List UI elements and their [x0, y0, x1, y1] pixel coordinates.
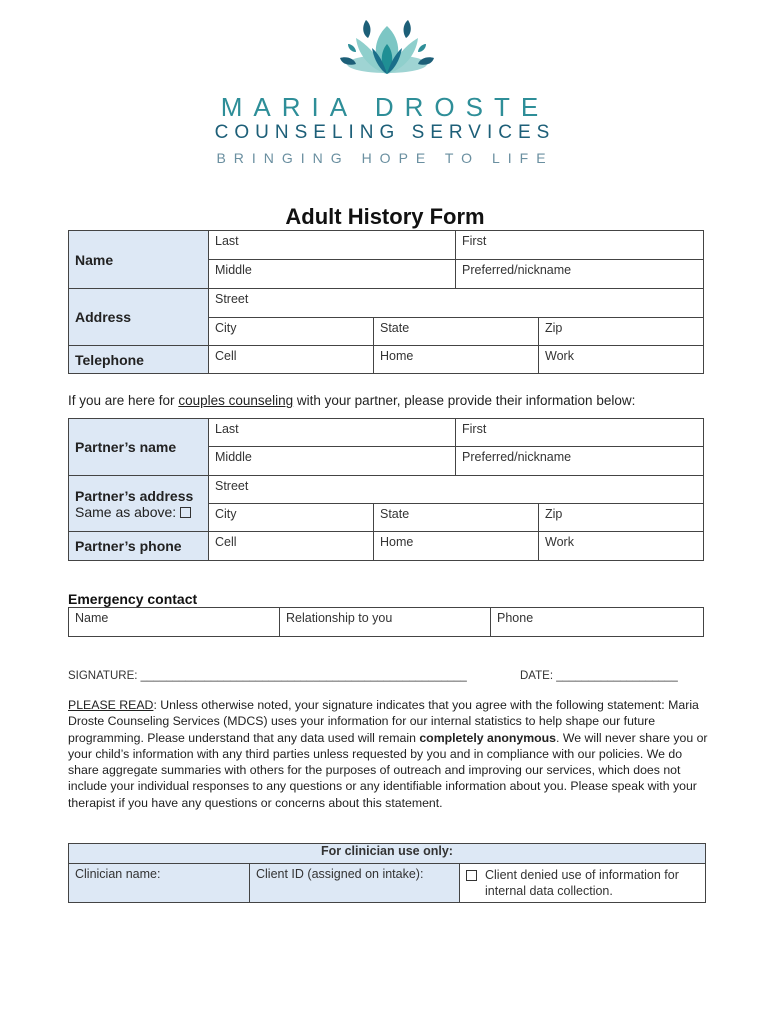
preferred-name-label: Preferred/nickname — [462, 263, 572, 277]
home-label: Home — [380, 349, 414, 363]
state-field[interactable] — [374, 318, 539, 346]
first-name-label: First — [462, 234, 487, 248]
partner-last-label: Last — [215, 422, 239, 436]
partner-last-name-field[interactable] — [209, 419, 456, 447]
signature-line[interactable]: SIGNATURE: ___________________________________________________ — [68, 670, 467, 682]
client-id-label: Client ID (assigned on intake): — [256, 867, 424, 881]
last-name-field[interactable] — [209, 231, 456, 260]
same-as-above — [75, 504, 202, 520]
partner-zip-label: Zip — [545, 507, 563, 521]
partner-work-field[interactable] — [539, 532, 704, 561]
partner-middle-name-field[interactable] — [209, 447, 456, 476]
client-denied-cell — [460, 864, 706, 903]
date-line[interactable]: DATE: ___________________ — [520, 670, 678, 682]
middle-name-field[interactable] — [209, 260, 456, 289]
partner-preferred-label: Preferred/nickname — [462, 450, 572, 464]
emergency-phone-label: Phone — [497, 611, 534, 625]
partner-first-label: First — [462, 422, 487, 436]
emergency-contact-table — [68, 607, 704, 637]
same-as-above-label: Same as above: — [75, 503, 177, 520]
same-as-above-checkbox[interactable] — [180, 507, 191, 518]
emergency-name-field[interactable] — [69, 608, 280, 637]
client-denied-label: Client denied use of information for internal data collection. — [485, 868, 679, 898]
street-field[interactable] — [209, 289, 704, 318]
telephone-label: Telephone — [69, 346, 209, 374]
partner-home-field[interactable] — [374, 532, 539, 561]
couples-note-after: with your partner, please provide their information below: — [293, 393, 636, 408]
partner-city-field[interactable] — [209, 504, 374, 532]
partner-middle-label: Middle — [215, 450, 252, 464]
clinician-table — [68, 843, 706, 903]
partner-home-label: Home — [380, 535, 414, 549]
partner-zip-field[interactable] — [539, 504, 704, 532]
clinician-name-label: Clinician name: — [75, 867, 161, 881]
last-name-label: Last — [215, 234, 239, 248]
partner-preferred-name-field[interactable] — [456, 447, 704, 476]
name-label: Name — [69, 231, 209, 289]
zip-field[interactable] — [539, 318, 704, 346]
emergency-relationship-field[interactable] — [280, 608, 491, 637]
address-label: Address — [69, 289, 209, 346]
work-phone-field[interactable] — [539, 346, 704, 374]
city-field[interactable] — [209, 318, 374, 346]
preferred-name-field[interactable] — [456, 260, 704, 289]
emergency-contact-heading: Emergency contact — [68, 591, 198, 607]
partner-state-field[interactable] — [374, 504, 539, 532]
work-label: Work — [545, 349, 574, 363]
org-name-line1: MARIA DROSTE — [220, 92, 550, 122]
couples-note-link: couples counseling — [178, 393, 294, 408]
partner-address-label: Partner’s address — [75, 487, 194, 504]
cell-phone-field[interactable] — [209, 346, 374, 374]
partner-first-name-field[interactable] — [456, 419, 704, 447]
partner-address-label-cell — [69, 476, 209, 532]
partner-state-label: State — [380, 507, 410, 521]
partner-city-label: City — [215, 507, 237, 521]
zip-label: Zip — [545, 321, 563, 335]
org-tagline: BRINGING HOPE TO LIFE — [216, 150, 554, 166]
lotus-icon — [334, 18, 440, 90]
middle-name-label: Middle — [215, 263, 252, 277]
client-id-field[interactable] — [250, 864, 460, 903]
client-denied-checkbox[interactable] — [466, 870, 477, 881]
state-label: State — [380, 321, 410, 335]
emergency-name-label: Name — [75, 611, 109, 625]
partner-name-label: Partner’s name — [69, 419, 209, 476]
emergency-relationship-label: Relationship to you — [286, 611, 393, 625]
street-label: Street — [215, 292, 249, 306]
please-read-label: PLEASE READ — [68, 698, 154, 712]
partner-work-label: Work — [545, 535, 574, 549]
clinician-heading: For clinician use only: — [69, 844, 706, 864]
city-label: City — [215, 321, 237, 335]
org-name-line2: COUNSELING SERVICES — [214, 122, 556, 143]
partner-street-field[interactable] — [209, 476, 704, 504]
couples-note-before: If you are here for — [68, 393, 179, 408]
please-read-statement — [68, 697, 708, 811]
page-title: Adult History Form — [285, 204, 485, 229]
statement-part1: : Unless otherwise noted, your signature indicates that you agree with the following statement: Maria Droste Counseling Services (MDCS) uses your information for our internal statistics to help shape our future programming. Please understand that any data used will remain — [68, 698, 699, 745]
emergency-phone-field[interactable] — [491, 608, 704, 637]
couples-note — [68, 393, 635, 408]
partner-info-table — [68, 418, 704, 561]
first-name-field[interactable] — [456, 231, 704, 260]
home-phone-field[interactable] — [374, 346, 539, 374]
partner-cell-field[interactable] — [209, 532, 374, 561]
partner-cell-label: Cell — [215, 535, 237, 549]
statement-part2: . We will never share you or your child’s information with any third parties unless requested by you and in compliance with our policies. We do share aggregate summaries with others for the purposes of outreach and improving our services, which does not include your individual responses to any questions or any identifiable information about you. Please speak with your therapist if you have any questions or concerns about this statement. — [68, 730, 708, 810]
client-info-table — [68, 230, 704, 374]
partner-phone-label: Partner’s phone — [69, 532, 209, 561]
clinician-name-field[interactable] — [69, 864, 250, 903]
cell-label: Cell — [215, 349, 237, 363]
statement-bold: completely anonymous — [419, 730, 557, 745]
partner-street-label: Street — [215, 479, 249, 493]
